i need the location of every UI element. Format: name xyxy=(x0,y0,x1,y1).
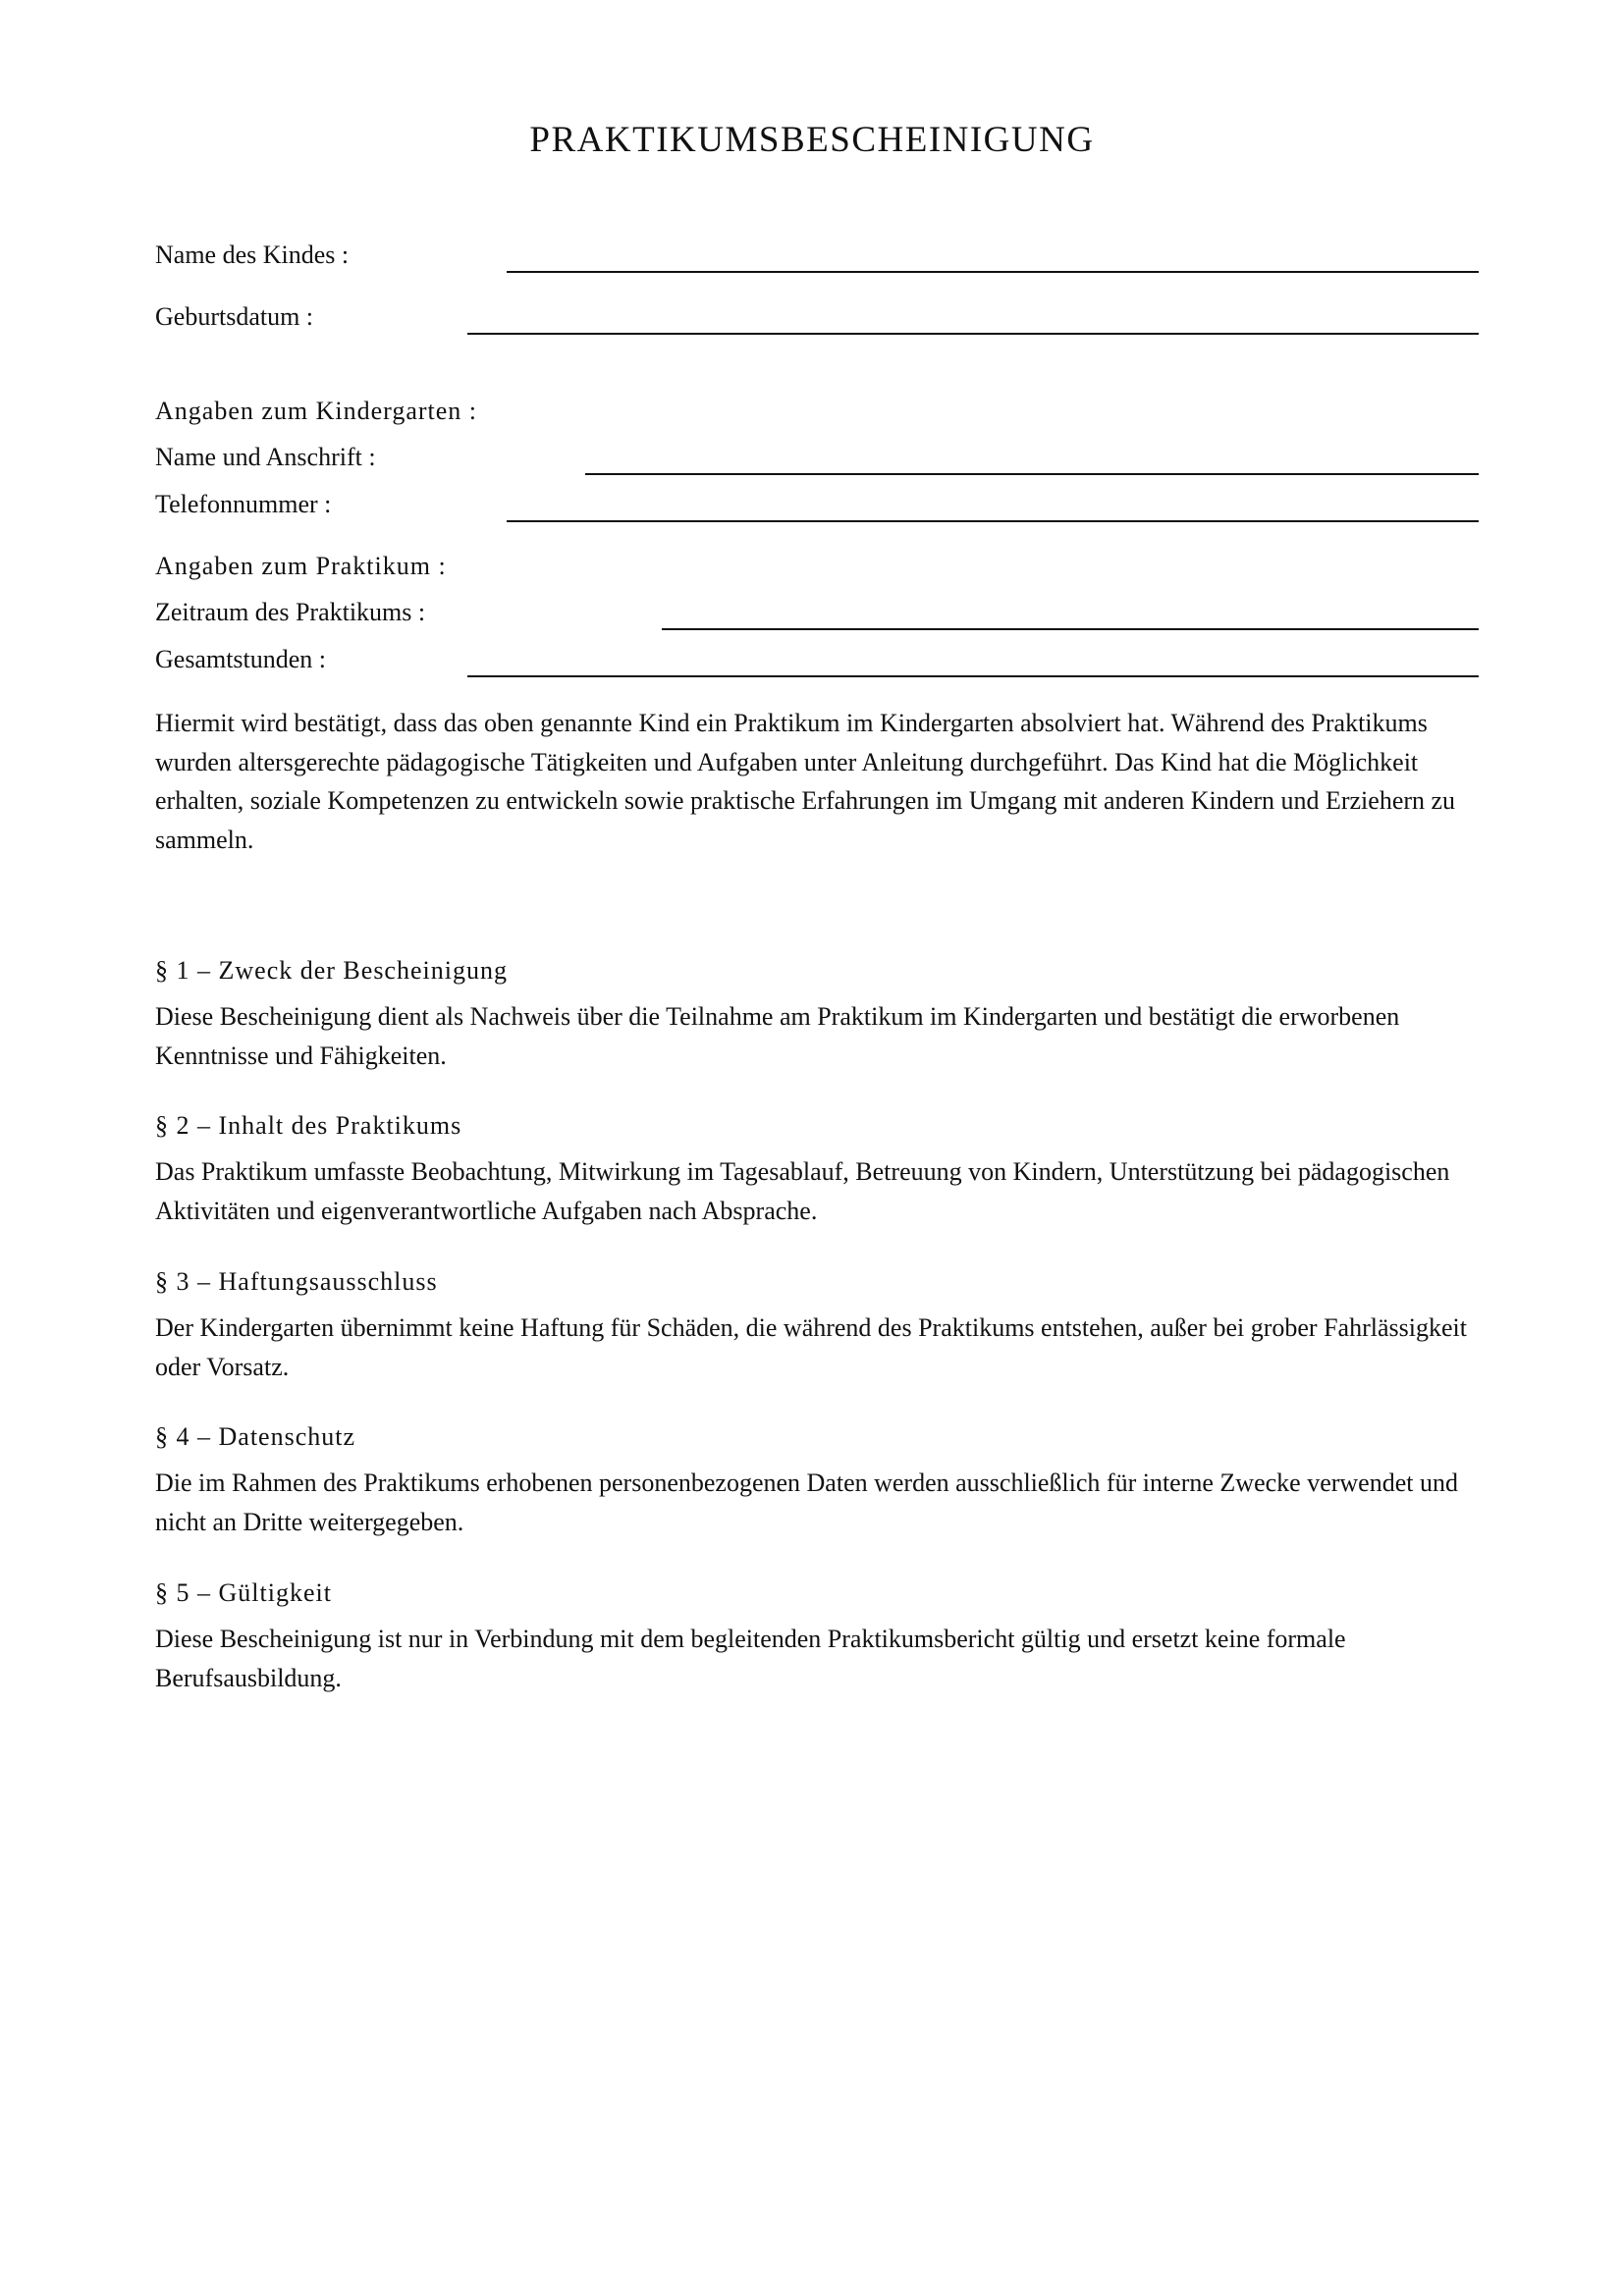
period-label: Zeitraum des Praktikums : xyxy=(155,598,426,626)
birthdate-line[interactable] xyxy=(467,333,1479,335)
document-title: PRAKTIKUMSBESCHEINIGUNG xyxy=(529,120,1095,160)
total-hours-label: Gesamtstunden : xyxy=(155,645,327,673)
total-hours-line[interactable] xyxy=(467,675,1479,677)
section-3-text: Der Kindergarten übernimmt keine Haftung für Schäden, die während des Praktikums entstehen, außer bei grober Fahrlässigkeit oder Vorsatz. xyxy=(155,1313,1467,1381)
section-3-heading: § 3 – Haftungsausschluss xyxy=(155,1267,438,1296)
name-address-label: Name und Anschrift : xyxy=(155,443,376,471)
section-5-text: Diese Bescheinigung ist nur in Verbindung mit dem begleitenden Praktikumsbericht gültig und ersetzt keine formale Berufsausbildung. xyxy=(155,1625,1346,1692)
confirmation-text: Hiermit wird bestätigt, dass das oben genannte Kind ein Praktikum im Kindergarten absolviert hat. Während des Praktikums wurden altersgerechte pädagogische Tätigkeiten und Aufgaben unter Anleitung durchgeführt. Das Kind hat die Möglichkeit erhalten, soziale Kompetenzen zu entwickeln sowie praktische Erfahrungen im Umgang mit anderen Kindern und Erziehern zu sammeln. xyxy=(155,709,1456,854)
section-1-heading: § 1 – Zweck der Bescheinigung xyxy=(155,956,508,985)
phone-line[interactable] xyxy=(507,520,1479,522)
section-1-text: Diese Bescheinigung dient als Nachweis über die Teilnahme am Praktikum im Kindergarten und bestätigt die erworbenen Kenntnisse und Fähigkeiten. xyxy=(155,1002,1400,1070)
name-address-line[interactable] xyxy=(585,473,1479,475)
birthdate-label: Geburtsdatum : xyxy=(155,302,314,331)
child-name-label: Name des Kindes : xyxy=(155,240,350,269)
kindergarten-heading: Angaben zum Kindergarten : xyxy=(155,397,478,425)
section-4-heading: § 4 – Datenschutz xyxy=(155,1422,356,1451)
internship-heading: Angaben zum Praktikum : xyxy=(155,552,447,580)
section-2-heading: § 2 – Inhalt des Praktikums xyxy=(155,1111,462,1140)
section-4-text: Die im Rahmen des Praktikums erhobenen personenbezogenen Daten werden ausschließlich für interne Zwecke verwendet und nicht an Dritte weitergegeben. xyxy=(155,1468,1458,1536)
child-name-line[interactable] xyxy=(507,271,1479,273)
phone-label: Telefonnummer : xyxy=(155,490,332,518)
section-5-heading: § 5 – Gültigkeit xyxy=(155,1578,332,1607)
period-line[interactable] xyxy=(662,628,1479,630)
section-2-text: Das Praktikum umfasste Beobachtung, Mitwirkung im Tagesablauf, Betreuung von Kindern, Unterstützung bei pädagogischen Aktivitäten und eigenverantwortliche Aufgaben nach Absprache. xyxy=(155,1157,1450,1225)
